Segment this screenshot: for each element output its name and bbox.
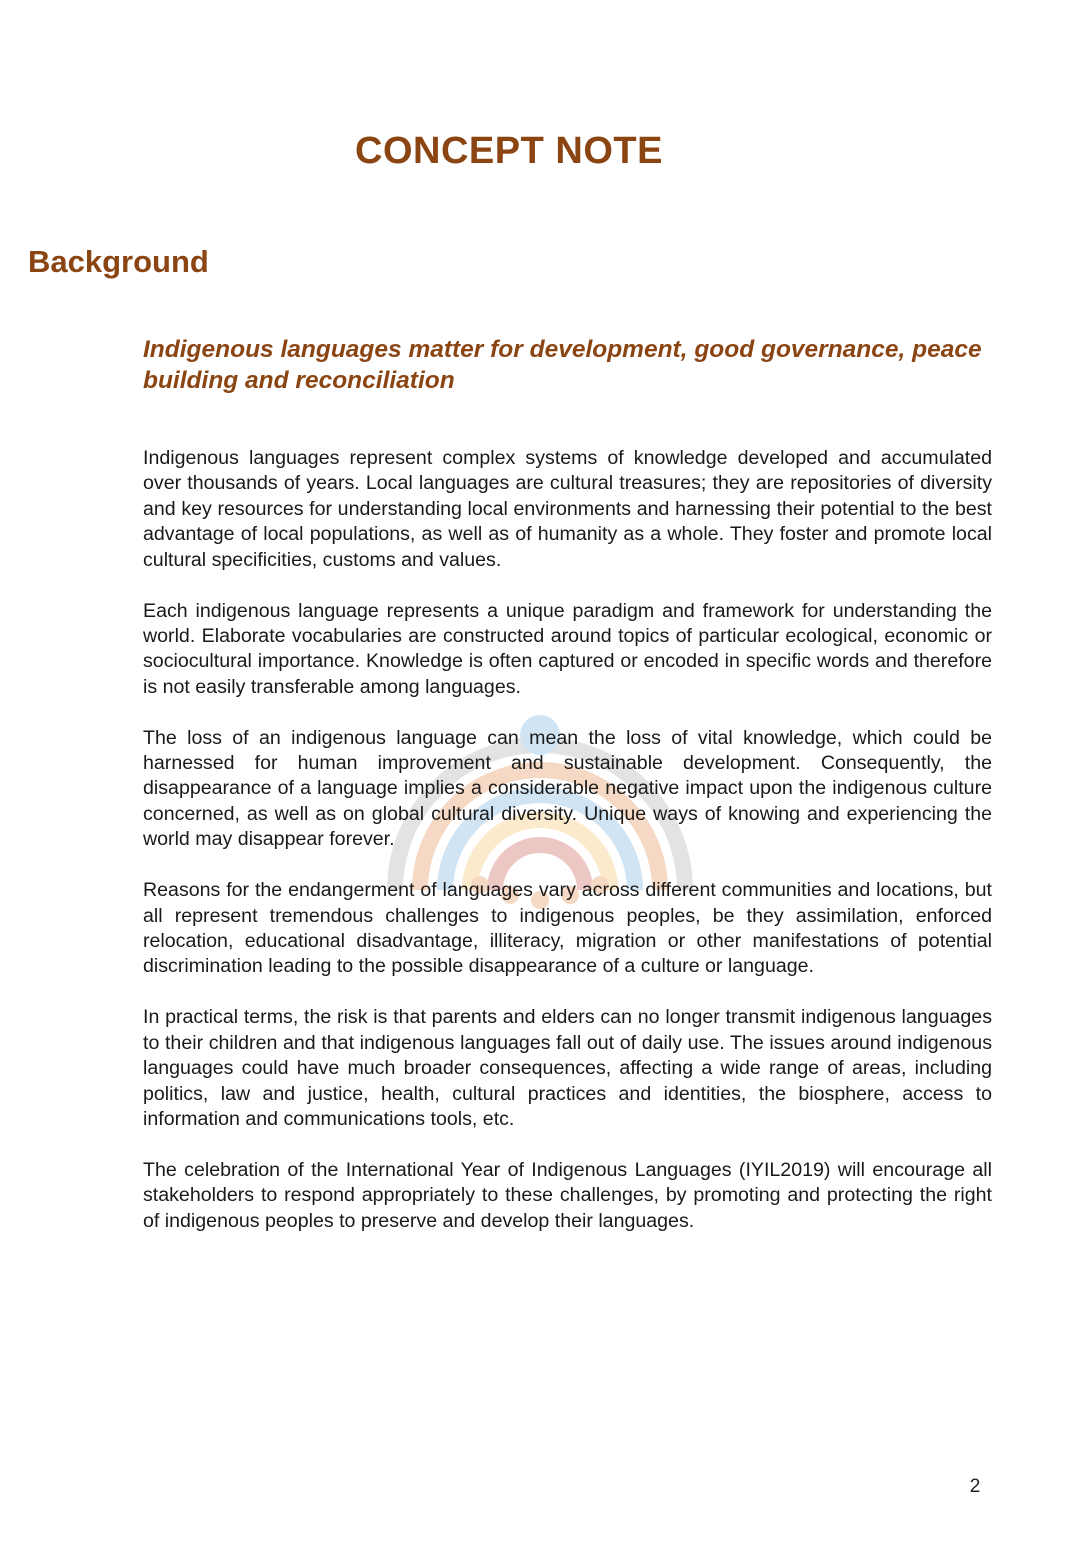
subheading: Indigenous languages matter for development, good governance, peace building and reconciliation [143, 336, 982, 394]
paragraph: In practical terms, the risk is that parents and elders can no longer transmit indigenous languages to their children and that indigenous languages fall out of daily use. The issues around indigenous languages could have much broader consequences, affecting a wide range of areas, including politics, law and justice, health, cultural practices and identities, the biosphere, access to information and communications tools, etc. [143, 1006, 992, 1130]
paragraph: Reasons for the endangerment of languages vary across different communities and locations, but all represent tremendous challenges to indigenous peoples, be they assimilation, enforced relocation, educational disadvantage, illiteracy, migration or other manifestations of potential discrimination leading to the possible disappearance of a culture or language. [143, 879, 992, 978]
paragraph: The loss of an indigenous language can mean the loss of vital knowledge, which could be harnessed for human improvement and sustainable development. Consequently, the disappearance of a language implies a considerable negative impact upon the indigenous culture concerned, as well as on global cultural diversity. Unique ways of knowing and experiencing the world may disappear forever. [143, 726, 992, 851]
paragraph: Indigenous languages represent complex systems of knowledge developed and accumulated over thousands of years. Local languages are cultural treasures; they are repositories of diversity and key resources for understanding local environments and harnessing their potential to the best advantage of local populations, as well as of humanity as a whole. They foster and promote local cultural specificities, customs and values. [143, 447, 992, 571]
document-title: CONCEPT NOTE [355, 130, 663, 172]
page-number: 2 [969, 1476, 981, 1497]
paragraph: Each indigenous language represents a unique paradigm and framework for understanding the world. Elaborate vocabularies are constructed around topics of particular ecological, economic or sociocultural importance. Knowledge is often captured or encoded in specific words and therefore is not easily transferable among languages. [143, 599, 992, 698]
body-text [143, 446, 992, 1260]
section-heading: Background [28, 244, 209, 279]
paragraph: The celebration of the International Year of Indigenous Languages (IYIL2019) will encourage all stakeholders to respond appropriately to these challenges, by promoting and protecting the right of indigenous peoples to preserve and develop their languages. [143, 1158, 992, 1232]
